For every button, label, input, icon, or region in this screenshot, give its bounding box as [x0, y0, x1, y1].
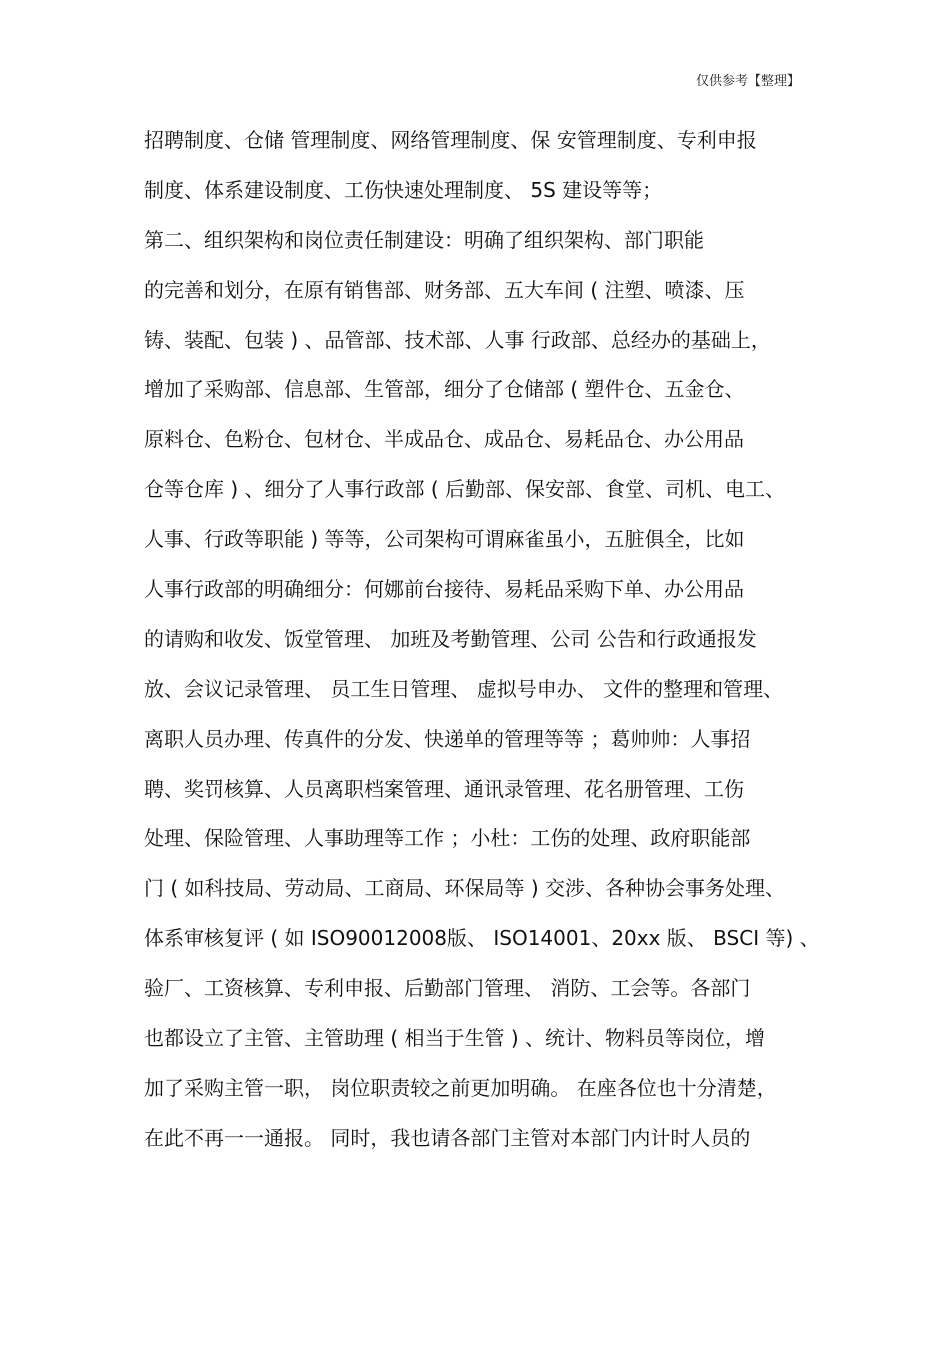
text-line: 聘、奖罚核算、人员离职档案管理、通讯录管理、花名册管理、工伤 [144, 776, 744, 801]
text-line: 验厂、工资核算、专利申报、后勤部门管理、 消防、工会等。各部门 [144, 976, 751, 1001]
text-line: 增加了采购部、信息部、生管部，细分了仓储部 ( 塑件仓、五金仓、 [144, 377, 745, 402]
text-line: 离职人员办理、传真件的分发、快递单的管理等等 ；葛帅帅：人事招 [144, 726, 751, 751]
text-line: 制度、体系建设制度、工伤快速处理制度、 5S 建设等等； [144, 177, 663, 202]
text-line: 处理、保险管理、人事助理等工作 ；小杜：工伤的处理、政府职能部 [144, 826, 751, 851]
body-text [144, 122, 820, 1170]
text-line: 仓等仓库 ) 、细分了人事行政部 ( 后勤部、保安部、食堂、司机、电工、 [144, 477, 786, 502]
header-note: 仅供参考【整理】 [695, 74, 800, 89]
text-line: 的完善和划分，在原有销售部、财务部、五大车间 ( 注塑、喷漆、压 [144, 277, 745, 302]
text-line: 在此不再一一通报。 同时，我也请各部门主管对本部门内计时人员的 [144, 1125, 751, 1150]
text-line: 放、会议记录管理、 员工生日管理、 虚拟号申办、 文件的整理和管理、 [144, 676, 784, 701]
text-line: 的请购和收发、饭堂管理、 加班及考勤管理、公司 公告和行政通报发 [144, 626, 757, 651]
text-line: 人事行政部的明确细分：何娜前台接待、易耗品采购下单、办公用品 [144, 577, 744, 602]
text-line: 原料仓、色粉仓、包材仓、半成品仓、成品仓、易耗品仓、办公用品 [144, 427, 744, 452]
text-line: 铸、装配、包装 ) 、品管部、技术部、人事 行政部、总经办的基础上， [144, 327, 771, 352]
text-line: 门 ( 如科技局、劳动局、工商局、环保局等 ) 交涉、各种协会事务处理、 [144, 876, 786, 901]
text-line: 人事、行政等职能 ) 等等，公司架构可谓麻雀虽小，五脏俱全，比如 [144, 527, 745, 552]
text-line: 第二、组织架构和岗位责任制建设：明确了组织架构、部门职能 [144, 227, 704, 252]
text-line: 加了采购主管一职， 岗位职责较之前更加明确。 在座各位也十分清楚， [144, 1075, 777, 1100]
text-line: 也都设立了主管、主管助理 ( 相当于生管 ) 、统计、物料员等岗位，增 [144, 1026, 766, 1051]
text-line: 招聘制度、仓储 管理制度、网络管理制度、保 安管理制度、专利申报 [144, 128, 757, 152]
text-line: 体系审核复评 ( 如 ISO90012008版、 ISO14001、20xx 版、 BSCI 等) 、 [144, 926, 820, 951]
